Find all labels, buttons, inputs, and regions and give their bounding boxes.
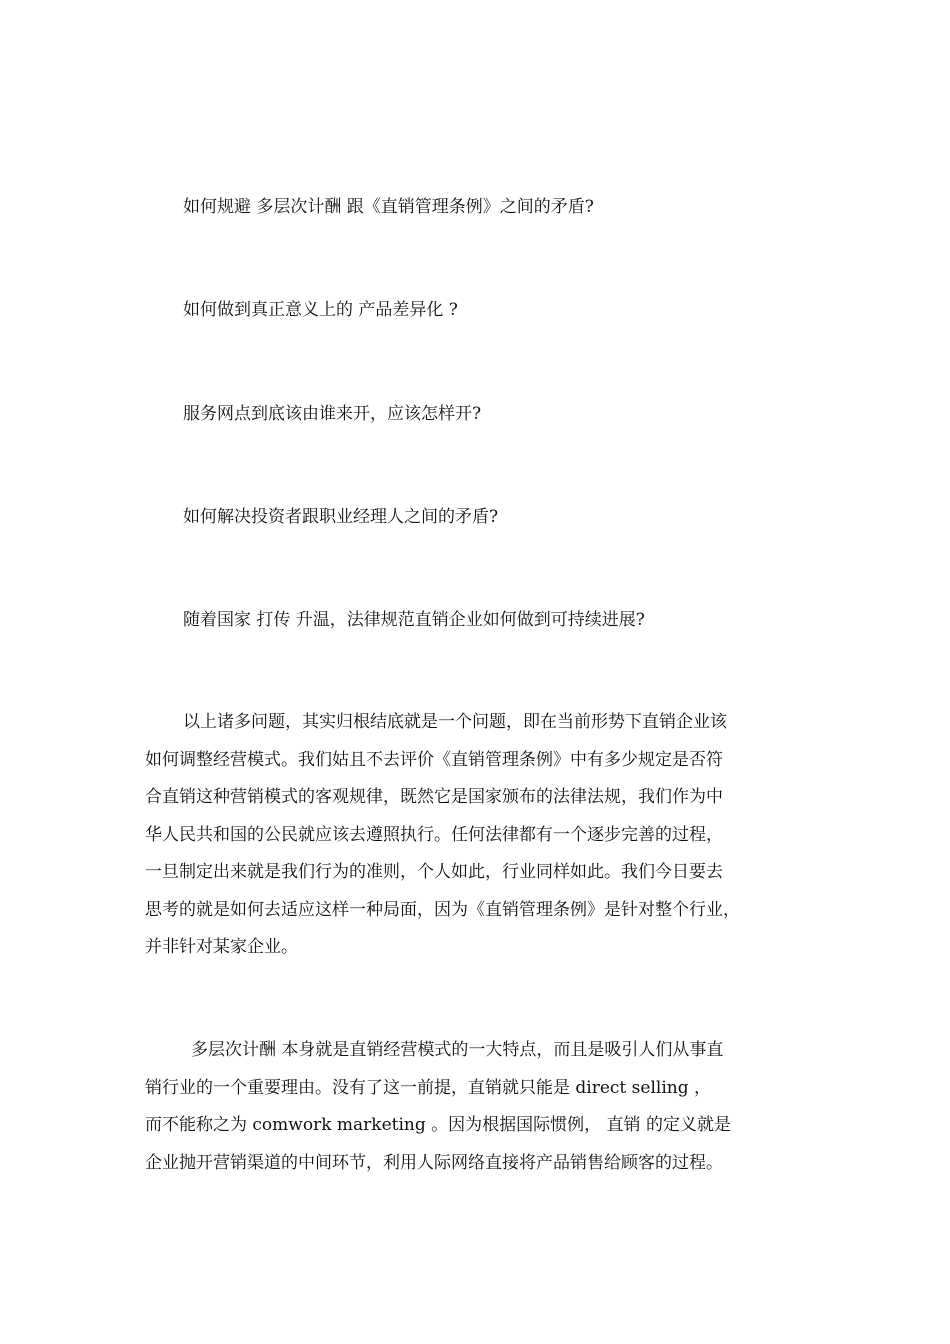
paragraph-1	[145, 704, 810, 967]
paragraph-1-line: 如何调整经营模式。我们姑且不去评价《直销管理条例》中有多少规定是否符	[145, 749, 723, 770]
paragraph-1-line: 合直销这种营销模式的客观规律，既然它是国家颁布的法律法规，我们作为中	[145, 787, 723, 807]
paragraph-2-line: 多层次计酬 本身就是直销经营模式的一大特点，而且是吸引人们从事直	[191, 1040, 724, 1060]
question-3: 服务网点到底该由谁来开，应该怎样开?	[183, 404, 482, 424]
paragraph-2-line: 企业抛开营销渠道的中间环节，利用人际网络直接将产品销售给顾客的过程。	[145, 1152, 723, 1173]
paragraph-1-line: 一旦制定出来就是我们行为的准则，个人如此，行业同样如此。我们今日要去	[145, 862, 723, 882]
question-4: 如何解决投资者跟职业经理人之间的矛盾?	[183, 507, 499, 527]
paragraph-1-line: 并非针对某家企业。	[145, 937, 298, 957]
paragraph-2-line: 而不能称之为 comwork marketing 。因为根据国际惯例， 直销 的定义就是	[145, 1115, 731, 1135]
paragraph-1-line: 思考的就是如何去适应这样一种局面，因为《直销管理条例》是针对整个行业，	[145, 899, 740, 920]
paragraph-1-line: 以上诸多问题，其实归根结底就是一个问题，即在当前形势下直销企业该	[183, 712, 727, 732]
paragraph-1-line: 华人民共和国的公民就应该去遵照执行。任何法律都有一个逐步完善的过程，	[145, 824, 723, 845]
paragraph-2	[145, 1032, 810, 1182]
question-1: 如何规避 多层次计酬 跟《直销管理条例》之间的矛盾?	[183, 197, 594, 217]
paragraph-2-line: 销行业的一个重要理由。没有了这一前提，直销就只能是 direct selling ，	[145, 1077, 711, 1098]
question-2: 如何做到真正意义上的 产品差异化 ?	[183, 300, 458, 320]
question-5: 随着国家 打传 升温，法律规范直销企业如何做到可持续进展?	[183, 610, 645, 630]
